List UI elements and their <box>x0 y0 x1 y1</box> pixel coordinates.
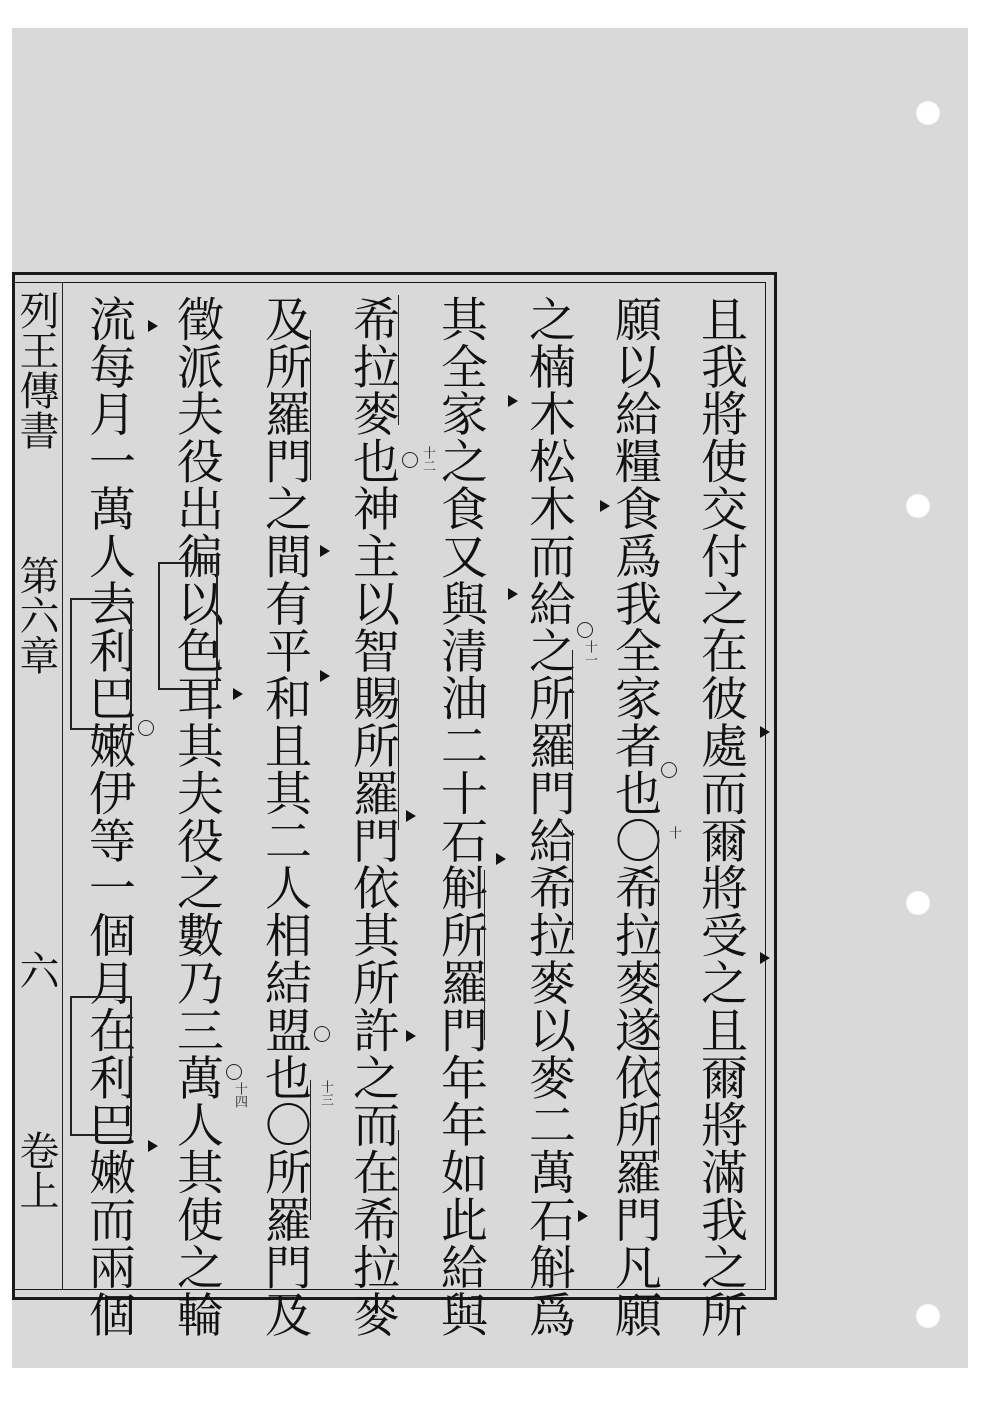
verse-circle-mark <box>577 622 593 638</box>
place-name-box <box>158 562 218 690</box>
punctuation-marker <box>148 320 158 332</box>
punctuation-marker <box>233 688 243 700</box>
name-mark-line <box>310 330 311 480</box>
punch-hole-1 <box>915 100 941 126</box>
verse-circle-mark <box>138 720 154 736</box>
punctuation-marker <box>578 1210 588 1222</box>
place-name-box <box>70 996 132 1136</box>
verse-circle-mark <box>402 452 418 468</box>
punctuation-marker <box>320 545 330 557</box>
margin-chapter: 第六章 <box>13 555 59 675</box>
margin-column-rule <box>62 283 63 1289</box>
name-mark-line <box>398 680 399 830</box>
name-mark-line <box>572 650 573 770</box>
name-mark-line <box>398 1130 399 1270</box>
punch-hole-2 <box>905 493 931 519</box>
margin-volume: 卷上 <box>13 1130 59 1210</box>
text-column-1: 且我將使交付之在彼處而爾將受之且爾將滿我之所 <box>693 295 748 1338</box>
punctuation-marker <box>406 1030 416 1042</box>
name-mark-line <box>572 830 573 940</box>
verse-number-13: 十三 <box>318 1080 333 1106</box>
punctuation-marker <box>148 1140 158 1152</box>
text-column-7: 徵派夫役出徧以色耳其夫役之數乃三萬人其使之輪 <box>169 295 224 1338</box>
punctuation-marker <box>320 670 330 682</box>
punctuation-marker <box>508 588 518 600</box>
name-mark-line <box>484 870 485 1040</box>
punch-hole-4 <box>915 1303 941 1329</box>
verse-circle-mark <box>661 762 677 778</box>
punch-hole-3 <box>905 890 931 916</box>
name-mark-line <box>658 830 659 1160</box>
margin-book-title: 列王傳書 <box>13 290 59 450</box>
text-column-5: 希拉麥也神主以智賜所羅門依其所許之而在希拉麥 <box>345 295 400 1338</box>
text-column-4: 其全家之食又與清油二十石斛所羅門年年如此給與 <box>433 295 488 1338</box>
place-name-box <box>70 598 132 730</box>
name-mark-line <box>310 1080 311 1220</box>
text-column-8: 流每月一萬人去利巴嫩伊等一個月在利巴嫩而兩個 <box>81 295 136 1338</box>
punctuation-marker <box>600 500 610 512</box>
text-column-2: 願以給糧食爲我全家者也〇希拉麥遂依所羅門凡願 <box>607 295 662 1338</box>
verse-circle-mark <box>314 1026 330 1042</box>
punctuation-marker <box>508 395 518 407</box>
name-mark-line <box>398 295 399 425</box>
punctuation-marker <box>406 810 416 822</box>
punctuation-marker <box>496 853 506 865</box>
verse-number-11: 十一 <box>582 640 597 666</box>
verse-number-14: 十四 <box>232 1082 247 1108</box>
margin-leaf-number: 六 <box>13 950 59 990</box>
verse-number-10: 十 <box>666 826 681 839</box>
verse-circle-mark <box>226 1064 242 1080</box>
text-column-3: 之楠木松木而給之所羅門給希拉麥以麥二萬石斛爲 <box>521 295 576 1338</box>
punctuation-marker <box>760 952 770 964</box>
verse-number-12: 十二 <box>420 446 435 472</box>
punctuation-marker <box>760 726 770 738</box>
text-column-6: 及所羅門之間有平和且其二人相結盟也〇所羅門及 <box>257 295 312 1338</box>
